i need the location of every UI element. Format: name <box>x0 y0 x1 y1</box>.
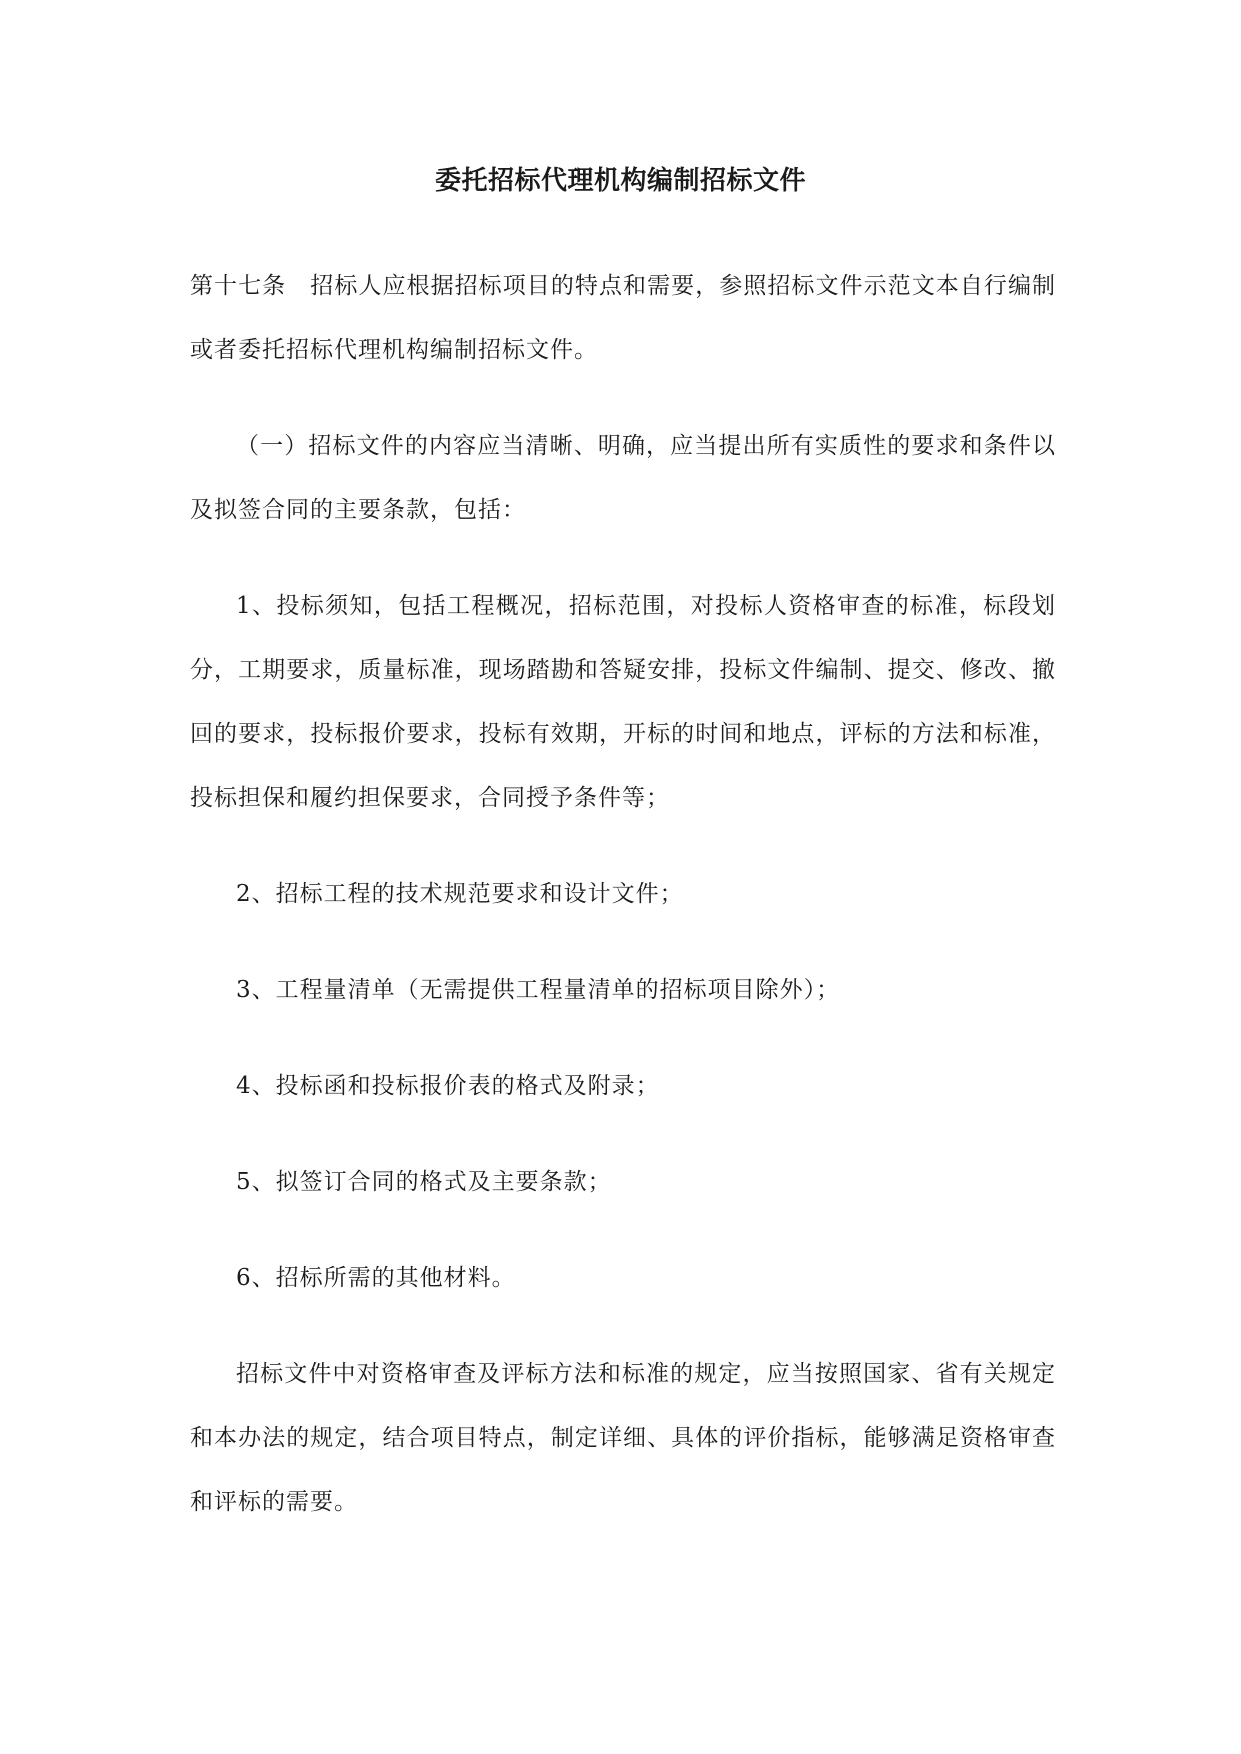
document-body <box>190 254 1056 1534</box>
list-item-1: 1、投标须知，包括工程概况，招标范围，对投标人资格审查的标准，标段划分，工期要求，质量标准，现场踏勘和答疑安排，投标文件编制、提交、修改、撤回的要求，投标报价要求，投标有效期，开标的时间和地点，评标的方法和标准，投标担保和履约担保要求，合同授予条件等； <box>190 593 1056 811</box>
list-item-3: 3、工程量清单（无需提供工程量清单的招标项目除外）； <box>236 977 841 1003</box>
list-item-6: 6、招标所需的其他材料。 <box>236 1265 516 1291</box>
closing-paragraph: 招标文件中对资格审查及评标方法和标准的规定，应当按照国家、省有关规定和本办法的规定，结合项目特点，制定详细、具体的评价指标，能够满足资格审查和评标的需要。 <box>190 1361 1056 1515</box>
clause-1-paragraph: （一）招标文件的内容应当清晰、明确，应当提出所有实质性的要求和条件以及拟签合同的主要条款，包括： <box>190 433 1056 523</box>
list-item-4: 4、投标函和投标报价表的格式及附录； <box>236 1073 660 1099</box>
list-item-2: 2、招标工程的技术规范要求和设计文件； <box>236 881 684 907</box>
list-item-5: 5、拟签订合同的格式及主要条款； <box>236 1169 612 1195</box>
article-17-paragraph: 第十七条 招标人应根据招标项目的特点和需要，参照招标文件示范文本自行编制或者委托招标代理机构编制招标文件。 <box>190 273 1056 363</box>
document-title: 委托招标代理机构编制招标文件 <box>434 166 806 196</box>
